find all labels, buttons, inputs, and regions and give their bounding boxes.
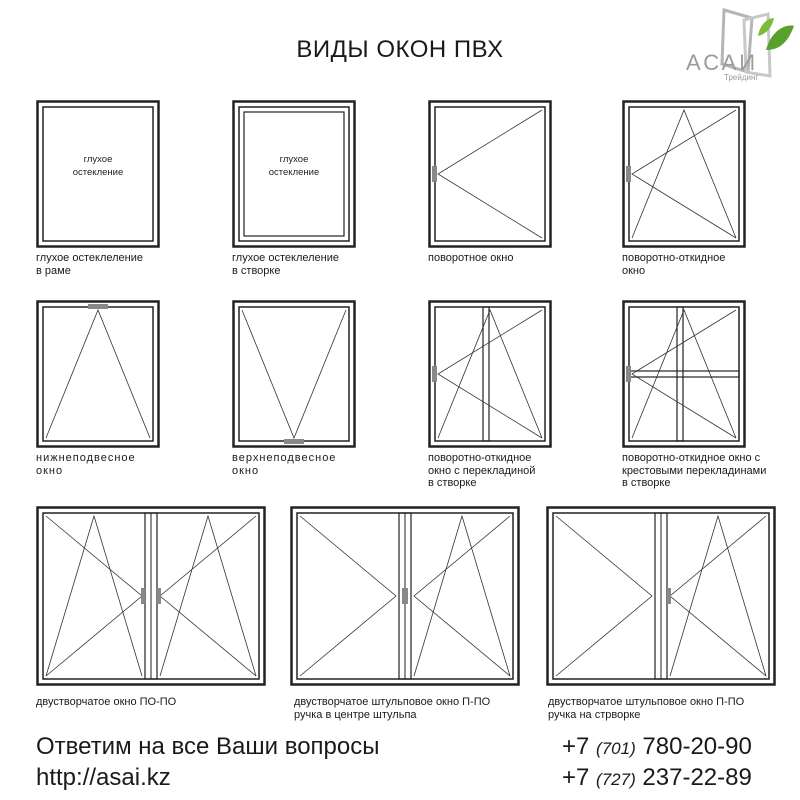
window-double-mullionless-sash xyxy=(546,506,776,686)
window-fixed-frame xyxy=(36,100,160,248)
window-tilt-turn-transom xyxy=(428,300,552,448)
window-tilt-turn-cross xyxy=(622,300,746,448)
page-title: ВИДЫ ОКОН ПВХ xyxy=(296,36,504,63)
caption-line: глухое остеклеление xyxy=(36,252,143,264)
phone-1[interactable] xyxy=(562,733,752,761)
caption-line: в створке xyxy=(622,477,671,489)
caption-fixed-frame xyxy=(36,252,143,277)
glass-label-line-1: глухое xyxy=(83,154,113,165)
glass-label-line-2: остекление xyxy=(72,167,124,178)
website-link[interactable]: http://asai.kz xyxy=(36,764,171,791)
caption-double-tilt-turn xyxy=(36,696,176,709)
caption-line: глухое остеклеление xyxy=(232,252,339,264)
caption-line: окно xyxy=(36,464,64,477)
caption-line: поворотно-откидное xyxy=(622,252,726,264)
asai-logo xyxy=(684,6,796,90)
caption-tilt-turn-cross xyxy=(622,452,766,490)
caption-tilt-turn-transom xyxy=(428,452,535,490)
caption-line: окно xyxy=(232,464,260,477)
window-double-mullionless-center xyxy=(290,506,520,686)
glass-label-line-2: остекление xyxy=(268,167,320,178)
logo-text: АСАИ xyxy=(686,50,759,75)
phone-code: (727) xyxy=(596,770,636,789)
phone-prefix: +7 xyxy=(562,733,590,760)
caption-line: в раме xyxy=(36,264,71,277)
caption-line: окно xyxy=(622,264,646,277)
caption-line: ручка в центре штульпа xyxy=(294,708,417,721)
caption-line: поворотно-откидное xyxy=(428,452,532,464)
glass-label-line-1: глухое xyxy=(279,154,309,165)
window-tilt-turn xyxy=(622,100,746,248)
phone-2[interactable] xyxy=(562,764,752,792)
phone-number: 237-22-89 xyxy=(642,764,752,791)
phone-number: 780-20-90 xyxy=(642,733,752,760)
contact-text: Ответим на все Ваши вопросы xyxy=(36,733,380,760)
window-bottom-hung xyxy=(36,300,160,448)
caption-line: поворотное окно xyxy=(428,252,514,264)
window-double-tilt-turn xyxy=(36,506,266,686)
caption-line: двустворчатое штульповое окно П-ПО xyxy=(548,696,745,708)
caption-tilt-turn xyxy=(622,252,725,277)
caption-line: двустворчатое окно ПО-ПО xyxy=(36,696,177,708)
logo-subtext: Трейдинг xyxy=(724,73,759,82)
caption-line: крестовыми перекладинами xyxy=(622,464,767,477)
caption-double-mullionless-sash xyxy=(548,696,744,721)
phone-prefix: +7 xyxy=(562,764,590,791)
caption-top-hung xyxy=(232,452,336,477)
phone-code: (701) xyxy=(596,739,636,758)
caption-line: нижнеподвесное xyxy=(36,452,136,464)
caption-bottom-hung xyxy=(36,452,136,477)
caption-turn xyxy=(428,252,513,265)
caption-line: верхнеподвесное xyxy=(232,452,337,464)
caption-line: в створке xyxy=(232,264,281,277)
caption-line: в створке xyxy=(428,477,477,489)
caption-line: окно с перекладиной xyxy=(428,464,536,477)
caption-fixed-sash xyxy=(232,252,339,277)
caption-line: поворотно-откидное окно с xyxy=(622,452,761,464)
window-fixed-sash xyxy=(232,100,356,248)
caption-line: ручка на стрворке xyxy=(548,708,641,721)
window-turn xyxy=(428,100,552,248)
caption-line: двустворчатое штульповое окно П-ПО xyxy=(294,696,491,708)
caption-double-mullionless-center xyxy=(294,696,490,721)
window-top-hung xyxy=(232,300,356,448)
